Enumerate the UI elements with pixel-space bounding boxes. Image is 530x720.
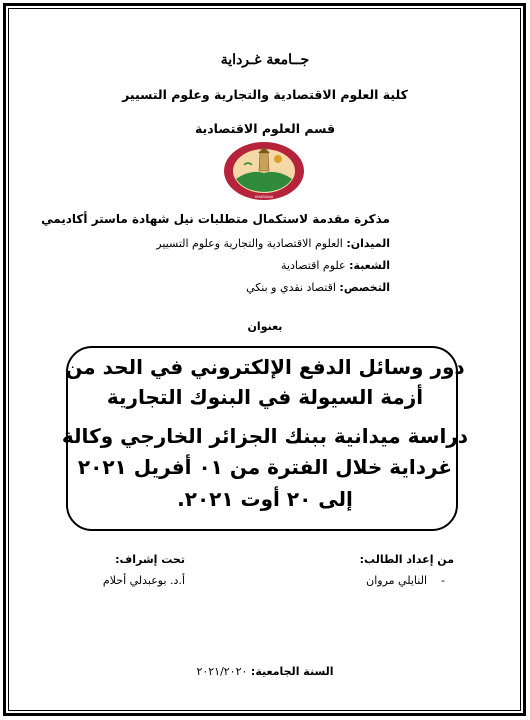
branch-label: الشعبة: <box>349 259 390 272</box>
branch-row <box>281 259 390 272</box>
university-name: جــامعة غـرداية <box>220 52 310 68</box>
specialization-label: التخصص: <box>339 281 390 294</box>
branch-value: علوم اقتصادية <box>281 259 346 272</box>
thesis-subtitle-line-1: دراسة ميدانية ببنك الجزائر الخارجي وكالة <box>61 424 469 448</box>
thesis-subtitle-line-2: غرداية خلال الفترة من ٠١ أفريل ٢٠٢١ <box>77 455 453 479</box>
university-emblem-icon <box>222 141 306 201</box>
academic-year <box>0 665 530 678</box>
thesis-note: مذكرة مقدمة لاستكمال متطلبات نيل شهادة ماستر أكاديمي <box>41 212 390 226</box>
specialization-row <box>246 281 390 294</box>
faculty-name: كلية العلوم الاقتصادية والتجارية وعلوم التسيير <box>122 87 408 102</box>
field-value: العلوم الاقتصادية والتجارية وعلوم التسيير <box>156 237 343 250</box>
thesis-title-line-2: أزمة السيولة في البنوك التجارية <box>106 385 424 409</box>
supervisor-name: أ.د. بوعبدلي أحلام <box>102 574 185 587</box>
specialization-value: اقتصاد نقدي و بنكي <box>246 281 336 294</box>
thesis-subtitle-line-3: إلى ٢٠ أوت ٢٠٢١. <box>177 487 353 511</box>
field-row <box>156 237 390 250</box>
student-dash: - <box>441 574 445 587</box>
department-name: قسم العلوم الاقتصادية <box>194 121 336 136</box>
thesis-title-line-1: دور وسائل الدفع الإلكتروني في الحد من <box>65 355 465 379</box>
svg-text:GHARDAIA: GHARDAIA <box>254 195 274 199</box>
supervisor-label: تحت إشراف: <box>115 553 185 566</box>
prepared-by-label: من إعداد الطالب: <box>359 553 454 566</box>
field-label: الميدان: <box>346 237 390 250</box>
titled-label: بعنوان <box>247 320 283 333</box>
academic-year-label: السنة الجامعية: <box>250 665 334 678</box>
academic-year-value: ٢٠٢١/٢٠٢٠ <box>196 665 248 678</box>
student-name: النايلي مروان <box>366 574 427 587</box>
